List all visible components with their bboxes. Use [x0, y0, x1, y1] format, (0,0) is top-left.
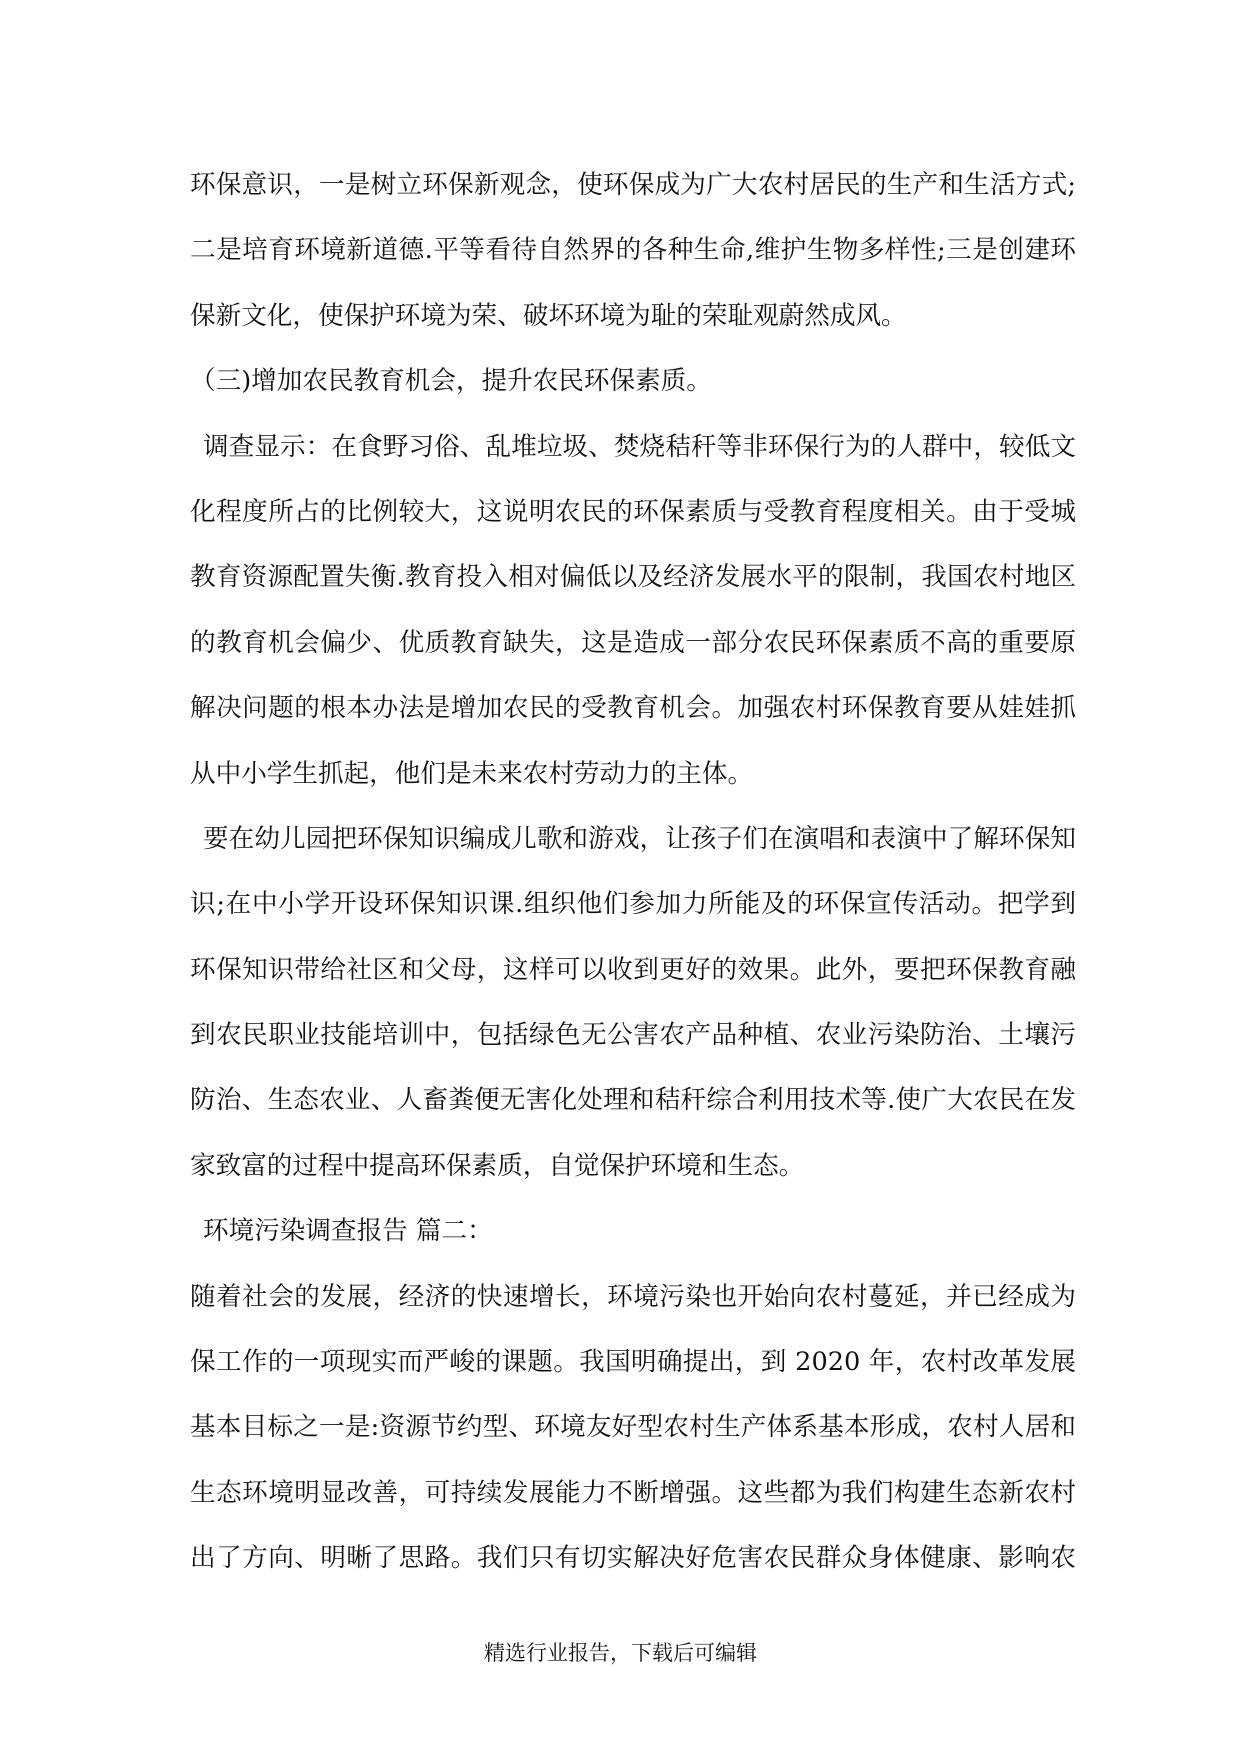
text-line: （三)增加农民教育机会，提升农民环保素质。: [190, 366, 712, 397]
text-line: 化程度所占的比例较大，这说明农民的环保素质与受教育程度相关。由于受城: [190, 496, 1076, 527]
paragraph: [190, 1265, 1076, 1592]
text-line: 教育资源配置失衡.教育投入相对偏低以及经济发展水平的限制，我国农村地区: [190, 562, 1076, 593]
text-line: 环境污染调查报告 篇二：: [203, 1216, 493, 1247]
text-line: 保工作的一项现实而严峻的课题。我国明确提出，到 2020 年，农村改革发展: [190, 1347, 1076, 1378]
text-line: 保新文化，使保护环境为荣、破坏环境为耻的荣耻观蔚然成风。: [190, 300, 907, 331]
text-line: 环保知识带给社区和父母，这样可以收到更好的效果。此外，要把环保教育融: [190, 954, 1076, 985]
body-text: [190, 153, 1076, 1592]
text-line: 家致富的过程中提高环保素质，自觉保护环境和生态。: [190, 1150, 805, 1181]
text-line: 要在幼儿园把环保知识编成儿歌和游戏，让孩子们在演唱和表演中了解环保知: [203, 823, 1076, 854]
text-line: 出了方向、明晰了思路。我们只有切实解决好危害农民群众身体健康、影响农: [190, 1543, 1076, 1574]
text-line: 调查显示：在食野习俗、乱堆垃圾、焚烧秸秆等非环保行为的人群中，较低文: [203, 431, 1076, 462]
text-line: 的教育机会偏少、优质教育缺失，这是造成一部分农民环保素质不高的重要原: [190, 627, 1076, 658]
text-line: 随着社会的发展，经济的快速增长，环境污染也开始向农村蔓延，并已经成为: [190, 1281, 1076, 1312]
text-line: 解决问题的根本办法是增加农民的受教育机会。加强农村环保教育要从娃娃抓: [190, 693, 1076, 724]
section-heading: [190, 349, 1076, 414]
paragraph: [190, 807, 1076, 1199]
text-line: 二是培育环境新道德.平等看待自然界的各种生命,维护生物多样性;三是创建环: [190, 235, 1076, 266]
text-line: 到农民职业技能培训中，包括绿色无公害农产品种植、农业污染防治、土壤污: [190, 1020, 1076, 1051]
text-line: 基本目标之一是:资源节约型、环境友好型农村生产体系基本形成，农村人居和: [190, 1412, 1076, 1443]
text-line: 从中小学生抓起，他们是未来农村劳动力的主体。: [190, 758, 754, 789]
paragraph: [190, 415, 1076, 807]
section-heading: [190, 1199, 1076, 1264]
text-line: 环保意识，一是树立环保新观念，使环保成为广大农村居民的生产和生活方式;: [190, 170, 1076, 200]
page-footer: 精选行业报告，下载后可编辑: [484, 1641, 757, 1665]
text-line: 识;在中小学开设环保知识课.组织他们参加力所能及的环保宣传活动。把学到: [190, 889, 1076, 920]
paragraph: [190, 153, 1076, 349]
text-line: 防治、生态农业、人畜粪便无害化处理和秸秆综合利用技术等.使广大农民在发: [190, 1085, 1076, 1116]
text-line: 生态环境明显改善，可持续发展能力不断增强。这些都为我们构建生态新农村: [190, 1477, 1076, 1508]
